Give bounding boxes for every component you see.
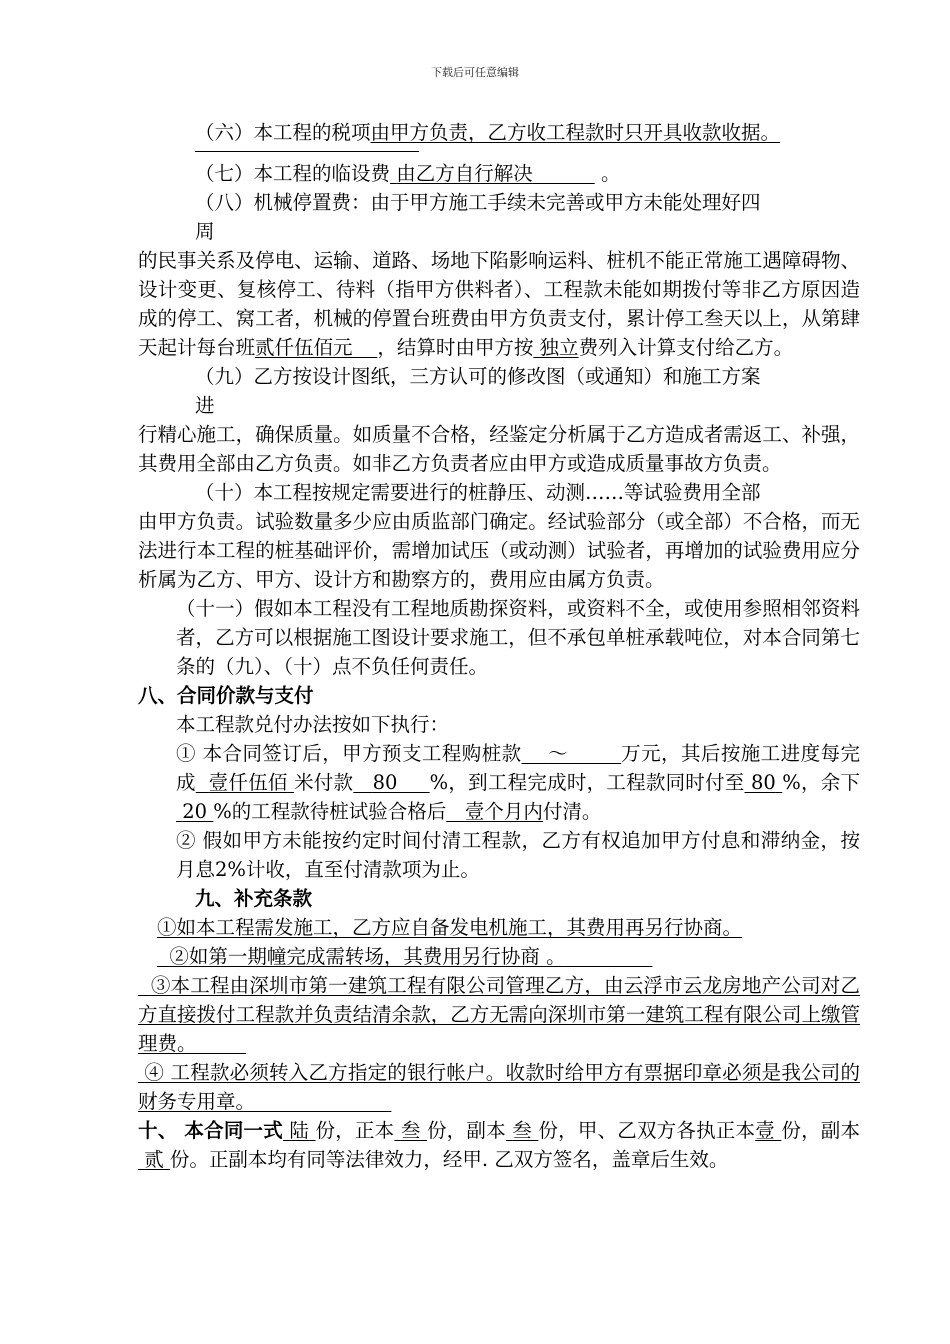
section-10-text-3: 份，甲、乙双方各执正本 xyxy=(538,1119,756,1142)
clause-8-first-line: （八）机械停置费：由于甲方施工手续未完善或甲方未能处理好四 xyxy=(195,191,761,214)
duplicates-count: 叁 xyxy=(512,1119,532,1142)
clause-11: （十一）假如本工程没有工程地质勘探资料，或资料不全，或使用参照相邻资料者，乙方可以根据施工图设计要求施工，但不承包单桩承载吨位，对本合同第七条的（九）、（十）点不负任何责任。 xyxy=(176,597,860,678)
section-10-title: 十、 本合同一式 xyxy=(138,1119,283,1142)
clause-7-value: 由乙方自行解决 xyxy=(396,162,533,185)
section-8-late-fee: ② 假如甲方未能按约定时间付清工程款，乙方有权追加甲方付息和滞纳金，按月息2%计收，直至付清款项为止。 xyxy=(176,829,860,881)
final-payment-term: 壹个月内 xyxy=(464,800,543,823)
clause-10-body: 由甲方负责。试验数量多少应由质监部门确定。经试验部分（或全部）不合格，而无法进行本工程的桩基础评价，需增加试压（或动测）试验者，再增加的试验费用应分析属为乙方、甲方、设计方和勘察方的，费用应由属方负责。 xyxy=(138,510,860,591)
supplementary-clause-3 xyxy=(138,971,860,1058)
clause-8-text-3: 费列入计算支付给乙方。 xyxy=(578,336,794,359)
clause-text: ④ 工程款必须转入乙方指定的银行帐户。收款时给甲方有票据印章必须是我公司的财务专用章。 xyxy=(138,1061,860,1113)
payment-text-1: ① 本合同签订后，甲方预支工程购桩款 xyxy=(176,742,522,765)
clause-6-value: 由甲方负责，乙方收工程款时只开具收款收据。 xyxy=(370,121,781,144)
payment-text-5: %，余下 xyxy=(782,771,861,794)
supplementary-clause-4 xyxy=(138,1058,860,1116)
clause-9-first-line: （九）乙方按设计图纸，三方认可的修改图（或通知）和施工方案 xyxy=(195,365,761,388)
clause-9-body: 行精心施工，确保质量。如质量不合格，经鉴定分析属于乙方造成者需返工、补强，其费用全部由乙方负责。如非乙方负责者应由甲方或造成质量事故方负责。 xyxy=(138,423,860,475)
clause-8-text: 的民事关系及停电、运输、道路、场地下陷影响运料、桩机不能正常施工遇障碍物、设计变更、复核停工、待料（指甲方供料者）、工程款未能如期拨付等非乙方原因造成的停工、窝工者，机械的停置台班费由甲方负责支付，累计停工叁天以上，从第肆天起计每台班 xyxy=(138,249,860,359)
clause-8-text-2: ，结算时由甲方按 xyxy=(377,336,534,359)
section-10 xyxy=(138,1116,860,1174)
clause-7-end: 。 xyxy=(600,162,621,185)
clause-7 xyxy=(138,159,860,188)
supplementary-clause-2 xyxy=(138,942,860,971)
section-10-text-4: 份，副本 xyxy=(781,1119,860,1142)
clause-6-label: （六）本工程的税项 xyxy=(195,121,371,144)
payment-text-7: 付清。 xyxy=(542,800,602,823)
underline-rule xyxy=(195,151,419,152)
clause-text: ②如第一期幢完成需转场，其费用另行协商 。 xyxy=(169,945,566,968)
section-9-title: 九、补充条款 xyxy=(195,887,313,910)
section-10-text-2: 份，副本 xyxy=(426,1119,506,1142)
clause-text: ③本工程由深圳市第一建筑工程有限公司管理乙方，由云浮市云龙房地产公司对乙方直接拨付工程款并负责结清余款，乙方无需向深圳市第一建筑工程有限公司上缴管理费。 xyxy=(138,974,860,1055)
section-8-intro: 本工程款兑付办法按如下执行： xyxy=(176,713,450,736)
payment-text-4: %，到工程完成时，工程款同时付至 xyxy=(429,771,745,794)
section-10-text-5: 份。正副本均有同等法律效力，经甲. 乙双方签名，盖章后生效。 xyxy=(169,1148,729,1171)
page-header: 下载后可任意编辑 xyxy=(431,66,519,79)
clause-8-body xyxy=(138,246,860,362)
section-10-text-1: 份，正本 xyxy=(315,1119,395,1142)
section-8-payment xyxy=(138,739,860,826)
remainder-percent: 20 xyxy=(182,800,208,823)
payment-text-6: %的工程款待桩试验合格后 xyxy=(213,800,447,823)
section-8-title: 八、合同价款与支付 xyxy=(138,684,314,707)
contract-body xyxy=(138,118,860,1174)
originals-count: 叁 xyxy=(400,1119,421,1142)
payment-text-2: 万元，其后按施工进度每完成 xyxy=(176,742,860,794)
clause-8-standby-fee: 贰仟伍佰元 xyxy=(255,336,353,359)
progress-meters: 壹仟伍佰 xyxy=(208,771,288,794)
duplicates-each: 贰 xyxy=(144,1148,164,1171)
supplementary-clause-1 xyxy=(138,913,860,942)
payment-text-3: 米付款 xyxy=(294,771,354,794)
originals-each: 壹 xyxy=(755,1119,775,1142)
clause-10-first-line: （十）本工程按规定需要进行的桩静压、动测……等试验费用全部 xyxy=(195,481,761,504)
clause-7-label: （七）本工程的临设费 xyxy=(195,162,391,185)
clause-8-wrap: 周 xyxy=(195,220,215,243)
clause-9-wrap: 进 xyxy=(195,394,215,417)
clause-8-fee-type: 独立 xyxy=(539,336,579,359)
copies-total: 陆 xyxy=(289,1119,310,1142)
clause-text: ①如本工程需发施工，乙方应自备发电机施工，其费用再另行协商。 xyxy=(157,916,743,939)
progress-percent: 80 xyxy=(372,771,398,794)
advance-amount: ～ xyxy=(548,742,569,765)
clause-6 xyxy=(138,118,860,147)
completion-percent: 80 xyxy=(750,771,776,794)
